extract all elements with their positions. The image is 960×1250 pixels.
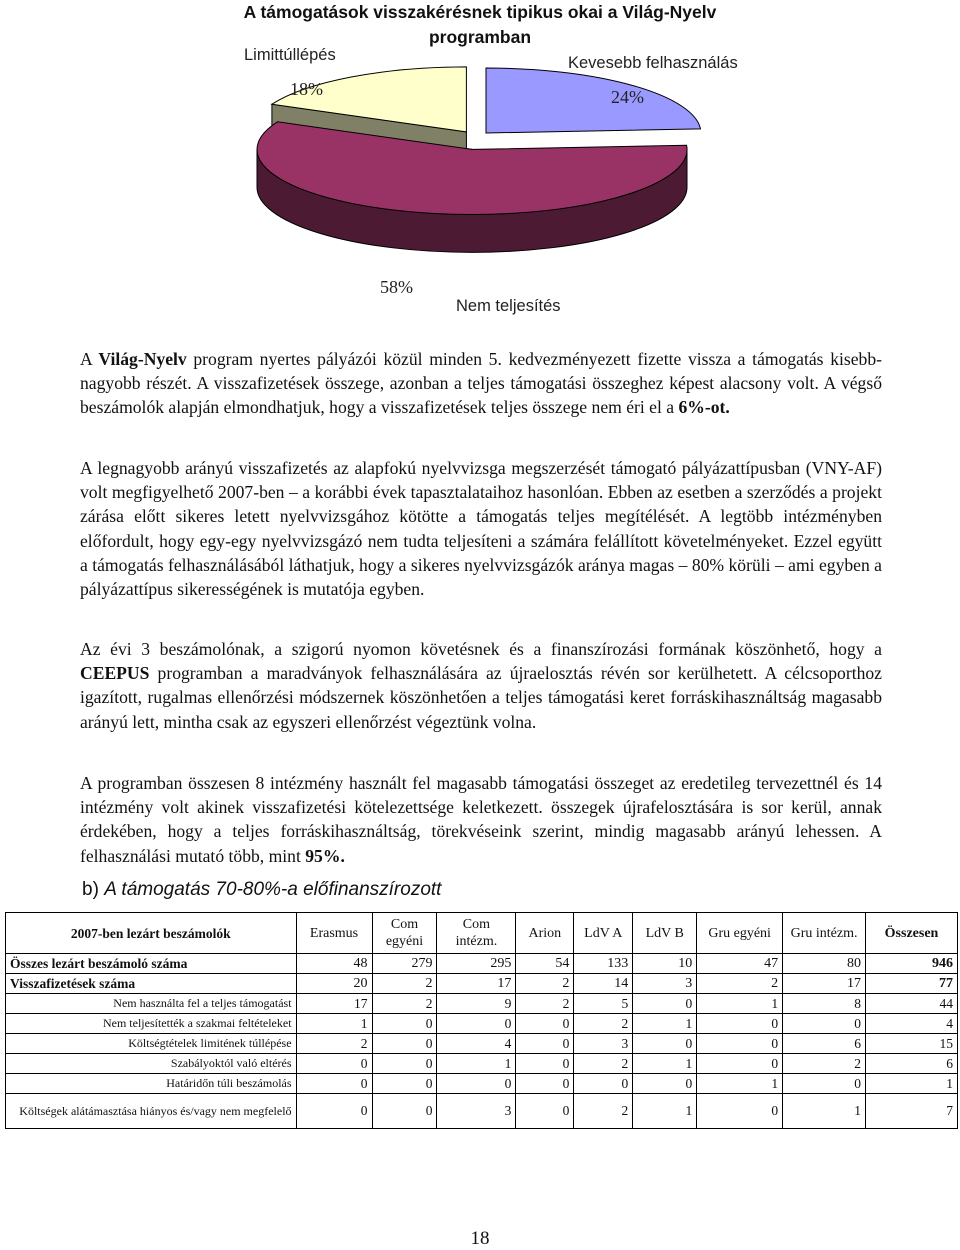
table-cell: 10 [633, 954, 697, 974]
table-header-cell: Com intézm. [437, 913, 516, 954]
table-cell: 2 [574, 1014, 633, 1034]
table-cell: 2 [783, 1054, 866, 1074]
chart-title: A támogatások visszakérésnek tipikus okai a Világ-Nyelv programban [243, 2, 717, 47]
pie-chart [0, 0, 960, 320]
table-cell: 0 [516, 1074, 574, 1094]
table-cell: 1 [437, 1054, 516, 1074]
table-row [6, 974, 958, 994]
table-cell: 0 [296, 1074, 372, 1094]
table-cell: 5 [574, 994, 633, 1014]
table-cell: 0 [372, 1054, 437, 1074]
table-cell: 14 [574, 974, 633, 994]
table-cell: 17 [783, 974, 866, 994]
table-header-row [6, 913, 958, 954]
total-cell: 15 [866, 1034, 958, 1054]
table-cell: 0 [372, 1094, 437, 1129]
page-number: 18 [470, 1228, 490, 1249]
table-cell: 0 [633, 1074, 697, 1094]
total-cell: 77 [866, 974, 958, 994]
table-cell: 0 [633, 994, 697, 1014]
paragraph-1: A Világ-Nyelv program nyertes pályázói közül minden 5. kedvezményezett fizette vissza a támogatás kisebb-nagyobb részét. A visszafizetések összege, azonban a teljes támogatási összeghez képest alacsony volt. A végső beszámolók alapján elmondhatjuk, hogy a visszafizetések teljes összege nem éri el a 6%-ot. [80, 349, 882, 418]
table-cell: 20 [296, 974, 372, 994]
paragraph-3: Az évi 3 beszámolónak, a szigorú nyomon követésnek és a finanszírozási formának köszönhető, hogy a CEEPUS programban a maradványok felhasználására az újraelosztás révén sor kerülhetett. A célcsoporthoz igazított, rugalmas ellenőrzési módszernek köszönhetően a teljes támogatási keret forráskihasználtság magasabb arányú lett, mintha csak az egyszeri ellenőrzést végeztünk volna. [80, 639, 882, 732]
table-cell: 2 [516, 994, 574, 1014]
table-header-cell: Összesen [866, 913, 958, 954]
table-cell: 0 [633, 1034, 697, 1054]
table-cell: 133 [574, 954, 633, 974]
row-label: Összes lezárt beszámoló száma [6, 954, 297, 974]
paragraph-2: A legnagyobb arányú visszafizetés az alapfokú nyelvvizsga megszerzését támogató pályázattípusban (VNY-AF) volt megfigyelhető 2007-ben – a korábbi évek tapasztalataihoz hasonlóan. Ebben az esetben a szerződés a projekt zárása előtt sikeres letett nyelvvizsgához kötötte a támogatás teljes megítélését. A legtöbb intézményben előfordult, hogy egy-egy nyelvvizsgázó nem tudta teljesíteni a számára felállított követelményeket. Ezzel együtt a támogatás felhasználásából láthatjuk, hogy a sikeres nyelvvizsgázók aránya magas – 80% körüli – ami egyben a pályázattípus sikerességének is mutatója egyben. [80, 458, 882, 600]
table-cell: 4 [437, 1034, 516, 1054]
table-cell: 0 [574, 1074, 633, 1094]
total-cell: 1 [866, 1074, 958, 1094]
table-cell: 1 [783, 1094, 866, 1129]
table-cell: 279 [372, 954, 437, 974]
table-cell: 3 [633, 974, 697, 994]
table-cell: 2 [574, 1094, 633, 1129]
table-row [6, 954, 958, 974]
table-cell: 2 [574, 1054, 633, 1074]
total-cell: 7 [866, 1094, 958, 1129]
table-cell: 48 [296, 954, 372, 974]
table-header-cell: Erasmus [296, 913, 372, 954]
table-cell: 2 [516, 974, 574, 994]
table-cell: 295 [437, 954, 516, 974]
table-cell: 0 [697, 1014, 783, 1034]
table-header-cell: Gru intézm. [783, 913, 866, 954]
table-cell: 0 [516, 1034, 574, 1054]
table-cell: 2 [697, 974, 783, 994]
table-cell: 47 [697, 954, 783, 974]
table-cell: 0 [697, 1054, 783, 1074]
table-cell: 9 [437, 994, 516, 1014]
subheading-b: b) A támogatás 70-80%-a előfinanszírozott [82, 879, 442, 900]
table-row [6, 1034, 958, 1054]
table-cell: 0 [372, 1014, 437, 1034]
row-label: Visszafizetések száma [6, 974, 297, 994]
table-header-cell: Com egyéni [372, 913, 437, 954]
row-label: Költségek alátámasztása hiányos és/vagy nem megfelelő [6, 1094, 297, 1129]
pie-label-kevesebb: Kevesebb felhasználás [568, 54, 738, 72]
table-cell: 0 [516, 1054, 574, 1074]
pie-label-limittullepes: Limittúllépés [244, 46, 336, 64]
table-cell: 2 [296, 1034, 372, 1054]
table-header-cell: LdV A [574, 913, 633, 954]
table-cell: 0 [296, 1054, 372, 1074]
table-cell: 1 [296, 1014, 372, 1034]
pie-pct-nem-teljesites: 58% [380, 277, 413, 297]
row-label: Nem teljesítették a szakmai feltételeket [6, 1014, 297, 1034]
row-label: Határidőn túli beszámolás [6, 1074, 297, 1094]
table-cell: 1 [633, 1014, 697, 1034]
table-cell: 0 [372, 1034, 437, 1054]
table-cell: 0 [437, 1014, 516, 1034]
pie-slice [486, 68, 701, 133]
total-cell: 4 [866, 1014, 958, 1034]
table-cell: 0 [783, 1014, 866, 1034]
total-cell: 44 [866, 994, 958, 1014]
table-header-cell: Gru egyéni [697, 913, 783, 954]
table-cell: 6 [783, 1034, 866, 1054]
table-cell: 0 [516, 1094, 574, 1129]
row-label: Nem használta fel a teljes támogatást [6, 994, 297, 1014]
paragraph-4: A programban összesen 8 intézmény használt fel magasabb támogatási összeget az eredetileg tervezettnél és 14 intézmény volt akinek visszafizetési kötelezettsége keletkezett. összegek újrafelosztására is sor kerül, annak érdekében, hogy a teljes forráskihasználtság, törekvéseink szerint, mindig magasabb arányú lehessen. A felhasználási mutató több, mint 95%. [80, 773, 882, 866]
table-cell: 0 [296, 1094, 372, 1129]
table-header-cell: LdV B [633, 913, 697, 954]
table-cell: 2 [372, 994, 437, 1014]
table-cell: 1 [697, 1074, 783, 1094]
table-cell: 8 [783, 994, 866, 1014]
report-table [5, 912, 958, 1129]
table-cell: 1 [697, 994, 783, 1014]
pie-pct-limittullepes: 18% [290, 79, 323, 99]
pie-label-nem-teljesites: Nem teljesítés [456, 297, 561, 315]
table-cell: 1 [633, 1054, 697, 1074]
table-row [6, 1074, 958, 1094]
table-header-cell: Arion [516, 913, 574, 954]
table-row [6, 1014, 958, 1034]
table-cell: 54 [516, 954, 574, 974]
table-cell: 0 [783, 1074, 866, 1094]
table-cell: 0 [697, 1094, 783, 1129]
table-cell: 1 [633, 1094, 697, 1129]
table-cell: 0 [437, 1074, 516, 1094]
table-cell: 80 [783, 954, 866, 974]
total-cell: 6 [866, 1054, 958, 1074]
total-cell: 946 [866, 954, 958, 974]
table-row [6, 994, 958, 1014]
table-row [6, 1054, 958, 1074]
table-cell: 0 [372, 1074, 437, 1094]
table-cell: 3 [437, 1094, 516, 1129]
row-label: Szabályoktól való eltérés [6, 1054, 297, 1074]
table-header-cell: 2007-ben lezárt beszámolók [6, 913, 297, 954]
pie-pct-kevesebb: 24% [611, 87, 644, 107]
table-cell: 0 [516, 1014, 574, 1034]
table-cell: 3 [574, 1034, 633, 1054]
table-row [6, 1094, 958, 1129]
table-cell: 0 [697, 1034, 783, 1054]
table-cell: 17 [296, 994, 372, 1014]
table-cell: 2 [372, 974, 437, 994]
table-cell: 17 [437, 974, 516, 994]
row-label: Költségtételek limitének túllépése [6, 1034, 297, 1054]
